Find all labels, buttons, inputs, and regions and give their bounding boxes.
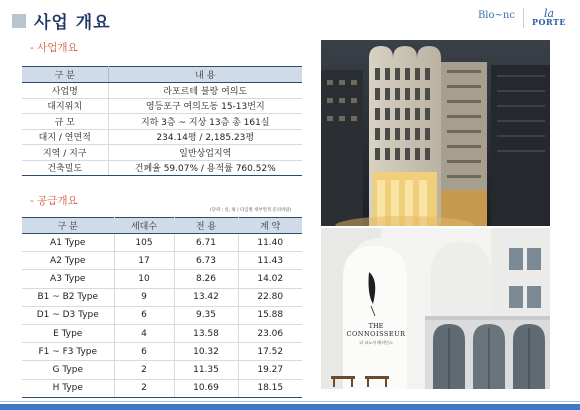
table-row [22, 324, 302, 342]
table-row [22, 160, 302, 176]
column-header: 구 분 [22, 67, 108, 83]
row-value: 234.14평 / 2,185.23평 [108, 129, 302, 145]
table-header-row [22, 67, 302, 83]
row-label: 건축밀도 [22, 160, 108, 176]
contract-area-cell: 23.06 [238, 324, 302, 342]
type-cell: B1 ~ B2 Type [22, 288, 114, 306]
row-label: 대지위치 [22, 98, 108, 114]
unit-note: (단위 : 실, 평 / 타입별 세부면적 문의바람) [210, 208, 292, 213]
row-label: 대지 / 연면적 [22, 129, 108, 145]
title-bullet [12, 14, 26, 28]
business-overview-table [22, 66, 302, 176]
type-cell: H Type [22, 379, 114, 397]
exclusive-area-cell: 10.69 [174, 379, 238, 397]
blanc-logo-text: Blo~nc [477, 9, 515, 21]
unit-count-cell: 105 [114, 234, 174, 252]
table-row [22, 306, 302, 324]
table-row [22, 145, 302, 161]
signage-line-2: CONNOISSEUR [346, 330, 406, 338]
exclusive-area-cell: 10.32 [174, 343, 238, 361]
unit-count-cell: 17 [114, 252, 174, 270]
contract-area-cell: 18.15 [238, 379, 302, 397]
type-cell: A2 Type [22, 252, 114, 270]
exclusive-area-cell: 9.35 [174, 306, 238, 324]
entrance-render [321, 228, 550, 389]
table-row [22, 234, 302, 252]
table-row [22, 343, 302, 361]
exclusive-area-cell: 6.71 [174, 234, 238, 252]
row-label: 규 모 [22, 114, 108, 130]
footer-divider [0, 401, 580, 402]
row-value: 일반상업지역 [108, 145, 302, 161]
type-cell: G Type [22, 361, 114, 379]
footer-bar [0, 404, 580, 410]
row-label: 사업명 [22, 83, 108, 99]
building-exterior-photo [321, 40, 550, 226]
column-header: 세대수 [114, 218, 174, 234]
table-row [22, 252, 302, 270]
unit-count-cell: 9 [114, 288, 174, 306]
table-row [22, 361, 302, 379]
blanc-logo [478, 11, 515, 26]
table-row [22, 98, 302, 114]
row-value: 라포르테 블랑 여의도 [108, 83, 302, 99]
contract-area-cell: 11.43 [238, 252, 302, 270]
exclusive-area-cell: 6.73 [174, 252, 238, 270]
row-value: 건폐율 59.07% / 용적률 760.52% [108, 160, 302, 176]
type-cell: F1 ~ F3 Type [22, 343, 114, 361]
la-porte-logo-la: la [543, 7, 555, 21]
page-title-bar [12, 8, 111, 33]
entrance-illustration [321, 228, 550, 389]
type-cell: A1 Type [22, 234, 114, 252]
unit-count-cell: 2 [114, 361, 174, 379]
unit-count-cell: 2 [114, 379, 174, 397]
unit-count-cell: 6 [114, 306, 174, 324]
contract-area-cell: 22.80 [238, 288, 302, 306]
row-value: 영등포구 여의도동 15-13번지 [108, 98, 302, 114]
brand-logos [478, 8, 566, 28]
unit-count-cell: 6 [114, 343, 174, 361]
signage-line-1: THE [368, 322, 384, 330]
table-row [22, 288, 302, 306]
exclusive-area-cell: 13.58 [174, 324, 238, 342]
table-row [22, 114, 302, 130]
row-value: 지하 3층 ~ 지상 13층 총 161실 [108, 114, 302, 130]
la-porte-logo-name: PORTE [531, 17, 566, 28]
column-header: 전 용 [174, 218, 238, 234]
logo-divider [523, 8, 524, 28]
unit-count-cell: 10 [114, 270, 174, 288]
exclusive-area-cell: 11.35 [174, 361, 238, 379]
table-row [22, 270, 302, 288]
la-porte-logo [532, 9, 566, 26]
column-header: 내 용 [108, 67, 302, 83]
column-header: 계 약 [238, 218, 302, 234]
blanc-logo-subtext [478, 22, 515, 26]
table-row [22, 83, 302, 99]
exclusive-area-cell: 8.26 [174, 270, 238, 288]
table-row [22, 129, 302, 145]
supply-overview-heading: - 공급개요 [30, 195, 78, 207]
type-cell: E Type [22, 324, 114, 342]
page-title: 사업 개요 [34, 13, 111, 33]
exclusive-area-cell: 13.42 [174, 288, 238, 306]
table-row [22, 379, 302, 397]
business-overview-heading: - 사업개요 [30, 42, 78, 54]
signage-line-3: 더 코노서 레지던스 [359, 340, 393, 345]
contract-area-cell: 15.88 [238, 306, 302, 324]
column-header: 구 분 [22, 218, 114, 234]
contract-area-cell: 17.52 [238, 343, 302, 361]
contract-area-cell: 11.40 [238, 234, 302, 252]
row-label: 지역 / 지구 [22, 145, 108, 161]
type-cell: D1 ~ D3 Type [22, 306, 114, 324]
contract-area-cell: 19.27 [238, 361, 302, 379]
building-exterior-illustration [321, 40, 550, 226]
contract-area-cell: 14.02 [238, 270, 302, 288]
table-header-row [22, 218, 302, 234]
unit-count-cell: 4 [114, 324, 174, 342]
type-cell: A3 Type [22, 270, 114, 288]
supply-overview-table [22, 217, 302, 398]
